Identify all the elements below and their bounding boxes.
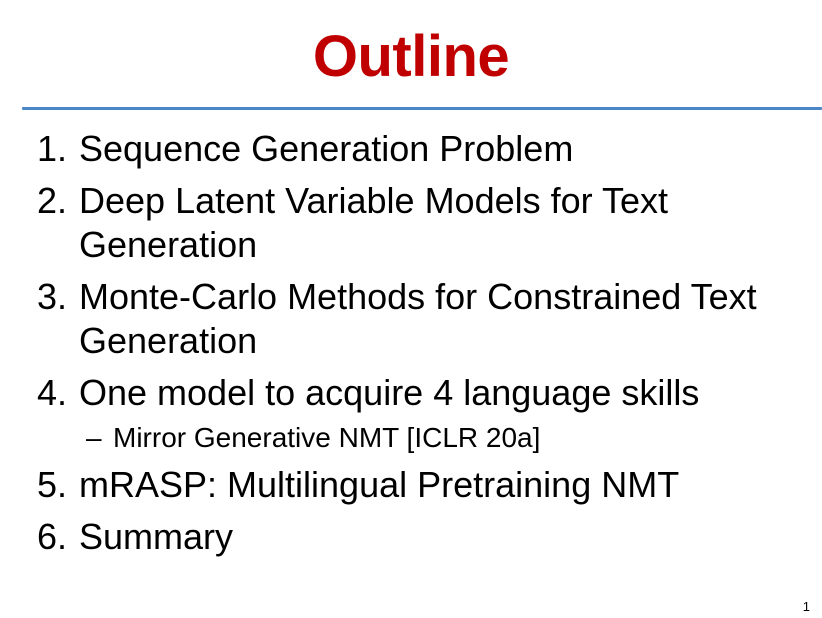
item-text-continuation: Generation [79, 320, 258, 361]
outline-item-6 [0, 515, 822, 559]
slide-title: Outline [312, 24, 510, 89]
title-divider [22, 107, 822, 110]
item-text: Sequence Generation Problem [79, 128, 574, 169]
item-number: 5. [37, 464, 68, 505]
sub-item-text: Mirror Generative NMT [ICLR 20a] [113, 422, 541, 453]
sub-item-dash: – [86, 422, 102, 453]
item-text: Monte-Carlo Methods for Constrained Text [79, 276, 757, 317]
outline-subitem-4-1 [0, 419, 822, 457]
item-number: 2. [37, 180, 68, 221]
item-number: 1. [37, 128, 68, 169]
item-number: 4. [37, 372, 68, 413]
item-text-continuation: Generation [79, 224, 258, 265]
outline-item-5 [0, 463, 822, 507]
item-text: Summary [79, 516, 234, 557]
item-number: 3. [37, 276, 68, 317]
outline-item-4 [0, 371, 822, 415]
item-text: Deep Latent Variable Models for Text [79, 180, 669, 221]
outline-list [0, 127, 822, 567]
outline-item-2 [0, 179, 822, 267]
item-text: One model to acquire 4 language skills [79, 372, 700, 413]
outline-item-3 [0, 275, 822, 363]
outline-item-1 [0, 127, 822, 171]
page-number: 1 [802, 599, 810, 614]
item-number: 6. [37, 516, 68, 557]
item-text: mRASP: Multilingual Pretraining NMT [79, 464, 680, 505]
